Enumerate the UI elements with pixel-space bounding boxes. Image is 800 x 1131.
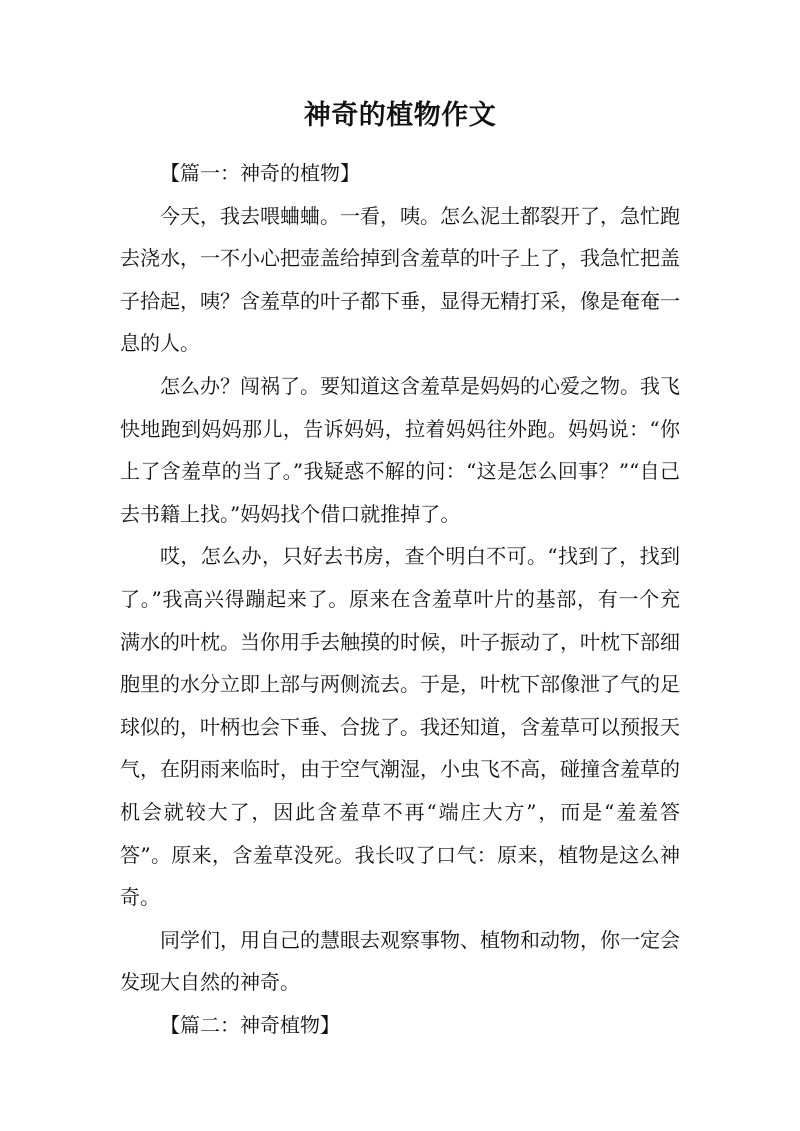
document-title: 神奇的植物作文 <box>303 100 497 131</box>
paragraph-3: 哎，怎么办，只好去书房，查个明白不可。“找到了，找到了。”我高兴得蹦起来了。原来在含羞草叶片的基部，有一个充满水的叶枕。当你用手去触摸的时候，叶子振动了，叶枕下部细胞里的水分立即上部与两侧流去。于是，叶枕下部像泄了气的足球似的，叶柄也会下垂、合拢了。我还知道，含羞草可以预报天气，在阴雨来临时，由于空气潮湿，小虫飞不高，碰撞含羞草的机会就较大了，因此含羞草不再“端庄大方”，而是“羞羞答答”。原来，含羞草没死。我长叹了口气：原来，植物是这么神奇。 <box>120 544 680 910</box>
section-heading-1: 【篇一：神奇的植物】 <box>160 161 360 185</box>
paragraph-4: 同学们，用自己的慧眼去观察事物、植物和动物，你一定会发现大自然的神奇。 <box>120 927 680 995</box>
document-body <box>120 152 680 1046</box>
paragraph-2: 怎么办？闯祸了。要知道这含羞草是妈妈的心爱之物。我飞快地跑到妈妈那儿，告诉妈妈，拉着妈妈往外跑。妈妈说：“你上了含羞草的当了。”我疑惑不解的问：“这是怎么回事？”“自己去书籍上找。”妈妈找个借口就推掉了。 <box>120 373 680 526</box>
paragraph-1: 今天，我去喂蛐蛐。一看，咦。怎么泥土都裂开了，急忙跑去浇水，一不小心把壶盖给掉到含羞草的叶子上了，我急忙把盖子拾起，咦？含羞草的叶子都下垂，显得无精打采，像是奄奄一息的人。 <box>120 203 680 356</box>
section-heading-2: 【篇二：神奇植物】 <box>160 1012 340 1037</box>
